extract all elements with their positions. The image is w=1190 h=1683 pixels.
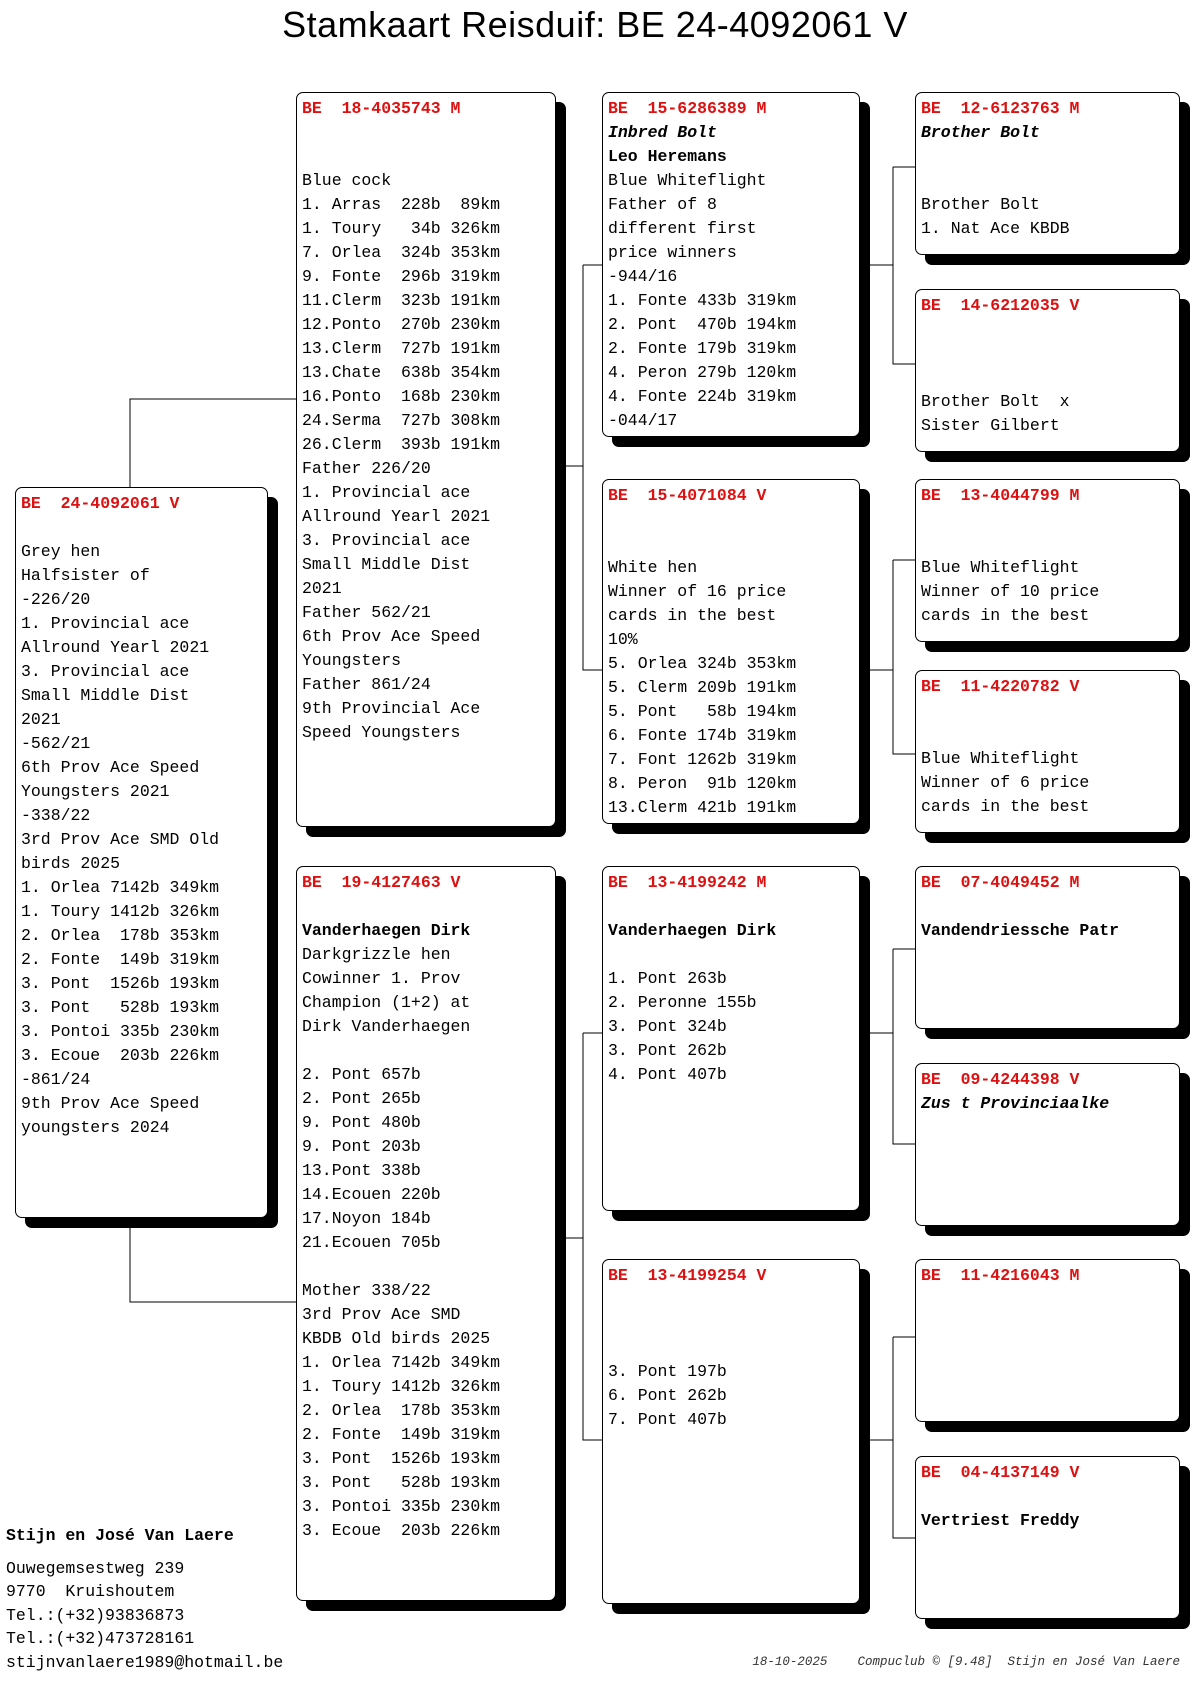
pigeon-info-line: 4. Pont 407b	[608, 1065, 727, 1084]
pigeon-card-subject[interactable]	[15, 487, 268, 1218]
pigeon-info-line: 6. Pont 262b	[608, 1386, 727, 1405]
pigeon-info-line: 16.Ponto 168b 230km	[302, 387, 501, 406]
pigeon-info-line: Blue cock	[302, 171, 392, 190]
pigeon-info-line: -226/20	[21, 590, 91, 609]
pigeon-info-line	[608, 1336, 859, 1360]
ring-number: BE 12-6123763 M	[921, 99, 1080, 118]
pigeon-info-line: 26.Clerm 393b 191km	[302, 435, 501, 454]
pigeon-info-line: Youngsters 2021	[21, 782, 170, 801]
pigeon-info-line: 1. Toury 34b 326km	[302, 219, 501, 238]
pigeon-info-line: -338/22	[21, 806, 91, 825]
pigeon-info-line: -044/17	[608, 411, 678, 430]
ring-number: BE 13-4199242 M	[608, 873, 767, 892]
pigeon-info-line: 13.Chate 638b 354km	[302, 363, 501, 382]
pigeon-info-line: 3rd Prov Ace SMD	[302, 1305, 461, 1324]
pigeon-info-line: 3. Pontoi 335b 230km	[302, 1497, 501, 1516]
pigeon-card-dsd[interactable]	[915, 1063, 1180, 1226]
pigeon-info-line: 1. Provincial ace	[21, 614, 190, 633]
pigeon-info-line: 10%	[608, 630, 638, 649]
pigeon-info-line: 13.Clerm 727b 191km	[302, 339, 501, 358]
pigeon-info-line: 3. Pontoi 335b 230km	[21, 1022, 220, 1041]
pigeon-info-line: Vertriest Freddy	[921, 1511, 1080, 1530]
ring-number: BE 13-4044799 M	[921, 486, 1080, 505]
pigeon-card-dam-dam[interactable]	[602, 1259, 860, 1604]
pigeon-info-line: 9th Prov Ace Speed	[21, 1094, 200, 1113]
pigeon-info-line: Sister Gilbert	[921, 416, 1060, 435]
pigeon-info-line: Dirk Vanderhaegen	[302, 1017, 471, 1036]
pigeon-info-line	[921, 723, 1179, 747]
pigeon-info-line	[302, 895, 555, 919]
pigeon-info-line: 2. Pont 657b	[302, 1065, 421, 1084]
pigeon-card-sss[interactable]	[915, 92, 1180, 255]
pigeon-info-line: cards in the best	[921, 606, 1090, 625]
pigeon-info-line: Brother Bolt	[921, 195, 1040, 214]
pigeon-info-line: 14.Ecouen 220b	[302, 1185, 441, 1204]
pigeon-info-line: Inbred Bolt	[608, 123, 717, 142]
pigeon-info-line: 17.Noyon 184b	[302, 1209, 431, 1228]
pigeon-info-line: 2021	[302, 579, 342, 598]
ring-number: BE 11-4216043 M	[921, 1266, 1080, 1285]
pigeon-info-line: 13.Clerm 421b 191km	[608, 798, 797, 817]
pigeon-info-line: 3. Provincial ace	[21, 662, 190, 681]
pigeon-info-line: KBDB Old birds 2025	[302, 1329, 491, 1348]
pigeon-card-dam[interactable]	[296, 866, 556, 1601]
pigeon-info-line: 8. Peron 91b 120km	[608, 774, 797, 793]
pigeon-info-line: 2. Peronne 155b	[608, 993, 757, 1012]
pigeon-info-line	[921, 508, 1179, 532]
owner-address-street: Ouwegemsestweg 239	[6, 1558, 185, 1578]
pigeon-info-line: 9th Provincial Ace	[302, 699, 481, 718]
pigeon-card-dds[interactable]	[915, 1259, 1180, 1422]
pigeon-info-line: 1. Nat Ace KBDB	[921, 219, 1070, 238]
pigeon-info-line: 4. Fonte 224b 319km	[608, 387, 797, 406]
pigeon-card-sire[interactable]	[296, 92, 556, 827]
pigeon-info-line: 3. Ecoue 203b 226km	[21, 1046, 220, 1065]
pigeon-info-line: Father 226/20	[302, 459, 431, 478]
pigeon-info-line: 1. Arras 228b 89km	[302, 195, 501, 214]
pigeon-info-line	[921, 342, 1179, 366]
pigeon-info-line	[921, 1485, 1179, 1509]
pigeon-info-line: -861/24	[21, 1070, 91, 1089]
pigeon-info-line: 6. Fonte 174b 319km	[608, 726, 797, 745]
pigeon-info-line: 2021	[21, 710, 61, 729]
pigeon-info-line: Small Middle Dist	[21, 686, 190, 705]
pigeon-info-line: White hen	[608, 558, 698, 577]
ring-number: BE 14-6212035 V	[921, 296, 1080, 315]
pigeon-card-sire-sire[interactable]	[602, 92, 860, 437]
ring-number: BE 15-6286389 M	[608, 99, 767, 118]
ring-number: BE 11-4220782 V	[921, 677, 1080, 696]
pigeon-info-line: different first	[608, 219, 757, 238]
pigeon-info-line: cards in the best	[608, 606, 777, 625]
owner-phone-1: Tel.:(+32)93836873	[6, 1605, 185, 1625]
owner-email[interactable]: stijnvanlaere1989@hotmail.be	[6, 1652, 284, 1672]
pigeon-info-line: Vandendriessche Patr	[921, 921, 1120, 940]
pigeon-info-line: Allround Yearl 2021	[302, 507, 491, 526]
pigeon-info-line: Blue Whiteflight	[921, 558, 1080, 577]
pigeon-info-line	[608, 1288, 859, 1312]
pigeon-info-line: 3. Ecoue 203b 226km	[302, 1521, 501, 1540]
pigeon-info-line	[21, 516, 267, 540]
pigeon-info-line	[608, 895, 859, 919]
pigeon-info-line	[302, 1255, 555, 1279]
pigeon-info-line: youngsters 2024	[21, 1118, 170, 1137]
pigeon-info-line: Vanderhaegen Dirk	[608, 921, 777, 940]
pigeon-info-line: 1. Toury 1412b 326km	[302, 1377, 501, 1396]
ring-number: BE 19-4127463 V	[302, 873, 461, 892]
pigeon-info-line	[608, 532, 859, 556]
pigeon-info-line: 2. Orlea 178b 353km	[21, 926, 220, 945]
pigeon-info-line: Leo Heremans	[608, 147, 727, 166]
pigeon-info-line: 3. Pont 1526b 193km	[302, 1449, 501, 1468]
pigeon-info-line: 1. Fonte 433b 319km	[608, 291, 797, 310]
pigeon-info-line: 3. Pont 197b	[608, 1362, 727, 1381]
ring-number: BE 09-4244398 V	[921, 1070, 1080, 1089]
pigeon-card-ssd[interactable]	[915, 289, 1180, 452]
owner-name: Stijn en José Van Laere	[6, 1526, 234, 1545]
pigeon-info-line: 2. Pont 265b	[302, 1089, 421, 1108]
ring-number: BE 24-4092061 V	[21, 494, 180, 513]
pigeon-info-line	[921, 318, 1179, 342]
pigeon-info-line	[921, 366, 1179, 390]
ring-number: BE 15-4071084 V	[608, 486, 767, 505]
pigeon-info-line: 1. Pont 263b	[608, 969, 727, 988]
pigeon-info-line: 3. Pont 528b 193km	[302, 1473, 501, 1492]
pigeon-info-line	[302, 1039, 555, 1063]
pigeon-info-line: Speed Youngsters	[302, 723, 461, 742]
pigeon-info-line: 1. Toury 1412b 326km	[21, 902, 220, 921]
pigeon-card-sire-dam[interactable]	[602, 479, 860, 824]
pigeon-info-line	[302, 121, 555, 145]
pigeon-info-line: -562/21	[21, 734, 91, 753]
pigeon-info-line: 5. Clerm 209b 191km	[608, 678, 797, 697]
ring-number: BE 18-4035743 M	[302, 99, 461, 118]
pigeon-info-line: 11.Clerm 323b 191km	[302, 291, 501, 310]
pigeon-info-line: Small Middle Dist	[302, 555, 471, 574]
pigeon-info-line: 4. Peron 279b 120km	[608, 363, 797, 382]
pigeon-info-line: 9. Pont 203b	[302, 1137, 421, 1156]
pigeon-info-line: Father 861/24	[302, 675, 431, 694]
pigeon-info-line	[302, 145, 555, 169]
pigeon-info-line	[608, 1312, 859, 1336]
pigeon-info-line: Father of 8	[608, 195, 717, 214]
pigeon-info-line: Grey hen	[21, 542, 101, 561]
pigeon-info-line: Allround Yearl 2021	[21, 638, 210, 657]
pigeon-card-sds[interactable]	[915, 479, 1180, 642]
pigeon-info-line: 7. Orlea 324b 353km	[302, 243, 501, 262]
pigeon-info-line: 3rd Prov Ace SMD Old	[21, 830, 220, 849]
pigeon-info-line: Winner of 10 price	[921, 582, 1100, 601]
pigeon-info-line: Father 562/21	[302, 603, 431, 622]
pigeon-info-line	[921, 169, 1179, 193]
pigeon-info-line	[921, 532, 1179, 556]
pigeon-info-line: Darkgrizzle hen	[302, 945, 451, 964]
ring-number: BE 07-4049452 M	[921, 873, 1080, 892]
pigeon-info-line: cards in the best	[921, 797, 1090, 816]
pigeon-info-line: Mother 338/22	[302, 1281, 431, 1300]
pigeon-info-line	[921, 145, 1179, 169]
pigeon-info-line	[608, 508, 859, 532]
pigeon-info-line: 5. Orlea 324b 353km	[608, 654, 797, 673]
pigeon-info-line: 12.Ponto 270b 230km	[302, 315, 501, 334]
owner-info	[6, 1477, 283, 1674]
ring-number: BE 13-4199254 V	[608, 1266, 767, 1285]
pigeon-info-line: 13.Pont 338b	[302, 1161, 421, 1180]
footer-credits: 18-10-2025 Compuclub © [9.48] Stijn en José Van Laere	[752, 1655, 1180, 1669]
ring-number: BE 04-4137149 V	[921, 1463, 1080, 1482]
pigeon-info-line	[608, 943, 859, 967]
pigeon-info-line: 6th Prov Ace Speed	[21, 758, 200, 777]
pigeon-info-line: Youngsters	[302, 651, 402, 670]
pigeon-info-line: 3. Pont 324b	[608, 1017, 727, 1036]
page-title: Stamkaart Reisduif: BE 24-4092061 V	[282, 4, 908, 45]
pigeon-info-line: 3. Pont 262b	[608, 1041, 727, 1060]
pigeon-info-line: 7. Font 1262b 319km	[608, 750, 797, 769]
pigeon-info-line: 2. Orlea 178b 353km	[302, 1401, 501, 1420]
pigeon-info-line: 9. Pont 480b	[302, 1113, 421, 1132]
pigeon-info-line: Zus t Provinciaalke	[921, 1094, 1110, 1113]
pigeon-info-line: 3. Pont 1526b 193km	[21, 974, 220, 993]
pigeon-info-line: Cowinner 1. Prov	[302, 969, 461, 988]
pigeon-info-line: 5. Pont 58b 194km	[608, 702, 797, 721]
pigeon-card-ddd[interactable]	[915, 1456, 1180, 1619]
pigeon-info-line: 9. Fonte 296b 319km	[302, 267, 501, 286]
pigeon-info-line: 3. Provincial ace	[302, 531, 471, 550]
pigeon-info-line: 1. Orlea 7142b 349km	[21, 878, 220, 897]
pigeon-info-line: Winner of 16 price	[608, 582, 787, 601]
pigeon-info-line: 3. Pont 528b 193km	[21, 998, 220, 1017]
pigeon-info-line: Winner of 6 price	[921, 773, 1090, 792]
pigeon-info-line: 2. Pont 470b 194km	[608, 315, 797, 334]
pigeon-info-line: Vanderhaegen Dirk	[302, 921, 471, 940]
owner-address-city: 9770 Kruishoutem	[6, 1582, 175, 1601]
pigeon-info-line: 2. Fonte 149b 319km	[21, 950, 220, 969]
pigeon-info-line: Blue Whiteflight	[608, 171, 767, 190]
owner-phone-2: Tel.:(+32)473728161	[6, 1629, 195, 1648]
pigeon-info-line: 21.Ecouen 705b	[302, 1233, 441, 1252]
pigeon-info-line: 2. Fonte 149b 319km	[302, 1425, 501, 1444]
pigeon-info-line: Brother Bolt x	[921, 392, 1070, 411]
pigeon-info-line: -944/16	[608, 267, 678, 286]
pigeon-info-line: 1. Orlea 7142b 349km	[302, 1353, 501, 1372]
pigeon-info-line: Halfsister of	[21, 566, 150, 585]
pigeon-info-line: Champion (1+2) at	[302, 993, 471, 1012]
pigeon-info-line: 2. Fonte 179b 319km	[608, 339, 797, 358]
pigeon-info-line: 6th Prov Ace Speed	[302, 627, 481, 646]
pigeon-info-line: 1. Provincial ace	[302, 483, 471, 502]
pigeon-info-line: Brother Bolt	[921, 123, 1040, 142]
pigeon-info-line: 24.Serma 727b 308km	[302, 411, 501, 430]
pigeon-info-line: birds 2025	[21, 854, 121, 873]
pigeon-info-line	[921, 699, 1179, 723]
pigeon-info-line: Blue Whiteflight	[921, 749, 1080, 768]
pigeon-card-dss[interactable]	[915, 866, 1180, 1029]
pigeon-card-dam-sire[interactable]	[602, 866, 860, 1211]
pigeon-card-sdd[interactable]	[915, 670, 1180, 833]
pigeon-info-line: price winners	[608, 243, 737, 262]
pigeon-info-line: 7. Pont 407b	[608, 1410, 727, 1429]
pigeon-info-line	[921, 895, 1179, 919]
